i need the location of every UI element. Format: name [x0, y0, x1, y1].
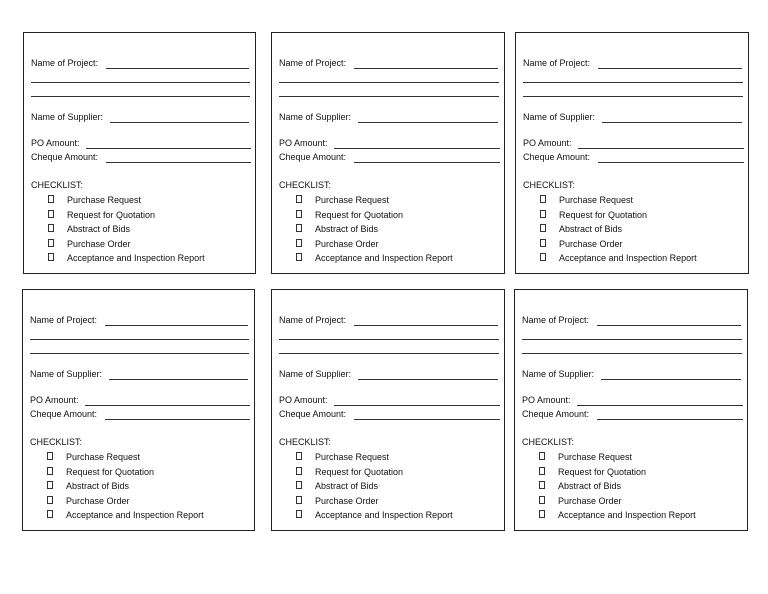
checklist-item-label: Purchase Request — [67, 195, 142, 205]
checklist-item-label: Request for Quotation — [559, 209, 648, 220]
project-name-field-line-3[interactable] — [30, 353, 249, 354]
project-name-field-line-2[interactable] — [522, 339, 742, 340]
checkbox[interactable] — [48, 224, 54, 232]
po-amount-label: PO Amount: — [522, 395, 571, 405]
project-name-field[interactable] — [598, 68, 742, 69]
cheque-amount-label: Cheque Amount: — [279, 152, 347, 162]
project-name-field-line-3[interactable] — [31, 96, 250, 97]
checkbox[interactable] — [47, 481, 53, 489]
checkbox[interactable] — [539, 510, 545, 518]
checkbox[interactable] — [540, 195, 546, 203]
checklist-heading: CHECKLIST: — [279, 180, 332, 190]
project-name-field[interactable] — [354, 68, 498, 69]
checklist-item[interactable] — [48, 253, 205, 264]
project-name-field[interactable] — [354, 325, 498, 326]
checkbox[interactable] — [540, 253, 546, 261]
checklist-item[interactable] — [540, 195, 633, 206]
project-name-field-line-3[interactable] — [279, 96, 499, 97]
po-amount-field[interactable] — [334, 148, 500, 149]
checklist-heading: CHECKLIST: — [31, 180, 84, 190]
checkbox[interactable] — [47, 510, 53, 518]
checklist-card — [271, 289, 505, 531]
project-label: Name of Project: — [522, 315, 590, 325]
checklist-card — [271, 32, 505, 274]
checklist-item[interactable] — [47, 452, 140, 463]
checklist-item[interactable] — [47, 481, 129, 492]
checklist-item[interactable] — [540, 239, 623, 250]
project-name-field[interactable] — [597, 325, 741, 326]
cheque-amount-label: Cheque Amount: — [30, 409, 98, 419]
checkbox[interactable] — [540, 239, 546, 247]
checklist-item[interactable] — [47, 510, 204, 521]
supplier-label: Name of Supplier: — [279, 112, 352, 122]
checkbox[interactable] — [296, 210, 302, 218]
checklist-item-label: Abstract of Bids — [559, 224, 623, 234]
checkbox[interactable] — [296, 496, 302, 504]
checkbox[interactable] — [47, 496, 53, 504]
project-label: Name of Project: — [30, 315, 98, 325]
po-amount-field[interactable] — [578, 148, 744, 149]
checklist-item[interactable] — [539, 467, 646, 478]
checkbox[interactable] — [296, 253, 302, 261]
checklist-item-label: Purchase Order — [315, 495, 379, 506]
checklist-heading: CHECKLIST: — [523, 180, 576, 190]
checklist-item[interactable] — [539, 496, 622, 507]
checklist-card — [514, 289, 748, 531]
checklist-item[interactable] — [48, 224, 130, 235]
po-amount-label: PO Amount: — [30, 395, 79, 405]
cheque-amount-field[interactable] — [354, 162, 500, 163]
project-name-field-line-2[interactable] — [279, 339, 499, 340]
checklist-item-label: Abstract of Bids — [66, 481, 130, 491]
checklist-item-label: Abstract of Bids — [315, 481, 379, 491]
checklist-item[interactable] — [539, 481, 621, 492]
checklist-item[interactable] — [296, 467, 403, 478]
project-name-field-line-3[interactable] — [279, 353, 499, 354]
checkbox[interactable] — [296, 239, 302, 247]
checklist-item[interactable] — [540, 253, 697, 264]
checklist-card — [22, 289, 255, 531]
checkbox[interactable] — [296, 510, 302, 518]
project-label: Name of Project: — [279, 58, 347, 68]
project-label: Name of Project: — [31, 58, 99, 68]
project-name-field-line-2[interactable] — [523, 82, 743, 83]
checkbox[interactable] — [48, 239, 54, 247]
project-name-field-line-2[interactable] — [30, 339, 249, 340]
checkbox[interactable] — [296, 467, 302, 475]
checklist-item-label: Purchase Request — [315, 452, 390, 462]
po-amount-label: PO Amount: — [279, 395, 328, 405]
checklist-item-label: Acceptance and Inspection Report — [559, 253, 697, 263]
checklist-item-label: Request for Quotation — [66, 466, 155, 477]
po-amount-field[interactable] — [85, 405, 250, 406]
cheque-amount-label: Cheque Amount: — [522, 409, 590, 419]
project-label: Name of Project: — [523, 58, 591, 68]
checklist-item[interactable] — [296, 481, 378, 492]
project-name-field-line-2[interactable] — [31, 82, 250, 83]
supplier-name-field[interactable] — [358, 379, 498, 380]
checklist-item-label: Purchase Request — [66, 452, 141, 462]
checklist-item-label: Abstract of Bids — [315, 224, 379, 234]
checklist-item[interactable] — [539, 452, 632, 463]
cheque-amount-field[interactable] — [598, 162, 744, 163]
checklist-heading: CHECKLIST: — [30, 437, 83, 447]
checklist-item-label: Purchase Order — [315, 238, 379, 249]
checklist-item-label: Acceptance and Inspection Report — [67, 253, 205, 263]
checklist-item-label: Purchase Order — [67, 238, 131, 249]
checklist-item-label: Acceptance and Inspection Report — [558, 510, 696, 520]
checklist-card — [515, 32, 749, 274]
checklist-item-label: Acceptance and Inspection Report — [66, 510, 204, 520]
checklist-item[interactable] — [296, 510, 453, 521]
checkbox[interactable] — [540, 210, 546, 218]
cheque-amount-field[interactable] — [597, 419, 743, 420]
checklist-item[interactable] — [47, 496, 130, 507]
checklist-item[interactable] — [539, 510, 696, 521]
checklist-item[interactable] — [540, 224, 622, 235]
checklist-card — [23, 32, 256, 274]
checklist-item[interactable] — [540, 210, 647, 221]
checklist-heading: CHECKLIST: — [522, 437, 575, 447]
cheque-amount-label: Cheque Amount: — [279, 409, 347, 419]
checklist-item[interactable] — [296, 253, 453, 264]
project-label: Name of Project: — [279, 315, 347, 325]
supplier-label: Name of Supplier: — [30, 369, 103, 379]
checkbox[interactable] — [296, 224, 302, 232]
checklist-item-label: Request for Quotation — [558, 466, 647, 477]
project-name-field-line-3[interactable] — [522, 353, 742, 354]
checklist-item-label: Purchase Order — [66, 495, 130, 506]
supplier-name-field[interactable] — [358, 122, 498, 123]
cheque-amount-field[interactable] — [354, 419, 500, 420]
checklist-item-label: Acceptance and Inspection Report — [315, 510, 453, 520]
checkbox[interactable] — [48, 195, 54, 203]
project-name-field-line-3[interactable] — [523, 96, 743, 97]
checklist-item[interactable] — [296, 452, 389, 463]
supplier-name-field[interactable] — [601, 379, 741, 380]
cheque-amount-field[interactable] — [105, 419, 250, 420]
checklist-item-label: Purchase Order — [558, 495, 622, 506]
project-name-field[interactable] — [106, 68, 249, 69]
checkbox[interactable] — [48, 210, 54, 218]
po-amount-field[interactable] — [86, 148, 251, 149]
supplier-label: Name of Supplier: — [279, 369, 352, 379]
checklist-item-label: Acceptance and Inspection Report — [315, 253, 453, 263]
supplier-name-field[interactable] — [110, 122, 249, 123]
checkbox[interactable] — [47, 467, 53, 475]
checklist-item[interactable] — [47, 467, 154, 478]
project-name-field-line-2[interactable] — [279, 82, 499, 83]
checklist-item-label: Request for Quotation — [67, 209, 156, 220]
checkbox[interactable] — [48, 253, 54, 261]
cheque-amount-field[interactable] — [106, 162, 251, 163]
checklist-item[interactable] — [48, 210, 155, 221]
checkbox[interactable] — [539, 467, 545, 475]
checkbox[interactable] — [296, 452, 302, 460]
checklist-item-label: Purchase Request — [558, 452, 633, 462]
checkbox[interactable] — [540, 224, 546, 232]
checklist-item[interactable] — [296, 224, 378, 235]
po-amount-field[interactable] — [577, 405, 743, 406]
cheque-amount-label: Cheque Amount: — [31, 152, 99, 162]
po-amount-label: PO Amount: — [523, 138, 572, 148]
checkbox[interactable] — [539, 481, 545, 489]
checkbox[interactable] — [296, 195, 302, 203]
checklist-item[interactable] — [296, 210, 403, 221]
checklist-item[interactable] — [48, 239, 131, 250]
supplier-label: Name of Supplier: — [31, 112, 104, 122]
checkbox[interactable] — [539, 452, 545, 460]
supplier-label: Name of Supplier: — [522, 369, 595, 379]
po-amount-label: PO Amount: — [31, 138, 80, 148]
checklist-item[interactable] — [296, 239, 379, 250]
checklist-item-label: Request for Quotation — [315, 209, 404, 220]
checklist-item-label: Abstract of Bids — [67, 224, 131, 234]
checkbox[interactable] — [47, 452, 53, 460]
supplier-name-field[interactable] — [602, 122, 742, 123]
checklist-item[interactable] — [296, 195, 389, 206]
cheque-amount-label: Cheque Amount: — [523, 152, 591, 162]
checklist-heading: CHECKLIST: — [279, 437, 332, 447]
checkbox[interactable] — [539, 496, 545, 504]
checkbox[interactable] — [296, 481, 302, 489]
project-name-field[interactable] — [105, 325, 248, 326]
po-amount-field[interactable] — [334, 405, 500, 406]
checklist-item-label: Request for Quotation — [315, 466, 404, 477]
checklist-item[interactable] — [296, 496, 379, 507]
supplier-label: Name of Supplier: — [523, 112, 596, 122]
checklist-item-label: Purchase Request — [315, 195, 390, 205]
checklist-item[interactable] — [48, 195, 141, 206]
supplier-name-field[interactable] — [109, 379, 248, 380]
checklist-item-label: Purchase Request — [559, 195, 634, 205]
checklist-item-label: Abstract of Bids — [558, 481, 622, 491]
checklist-item-label: Purchase Order — [559, 238, 623, 249]
po-amount-label: PO Amount: — [279, 138, 328, 148]
